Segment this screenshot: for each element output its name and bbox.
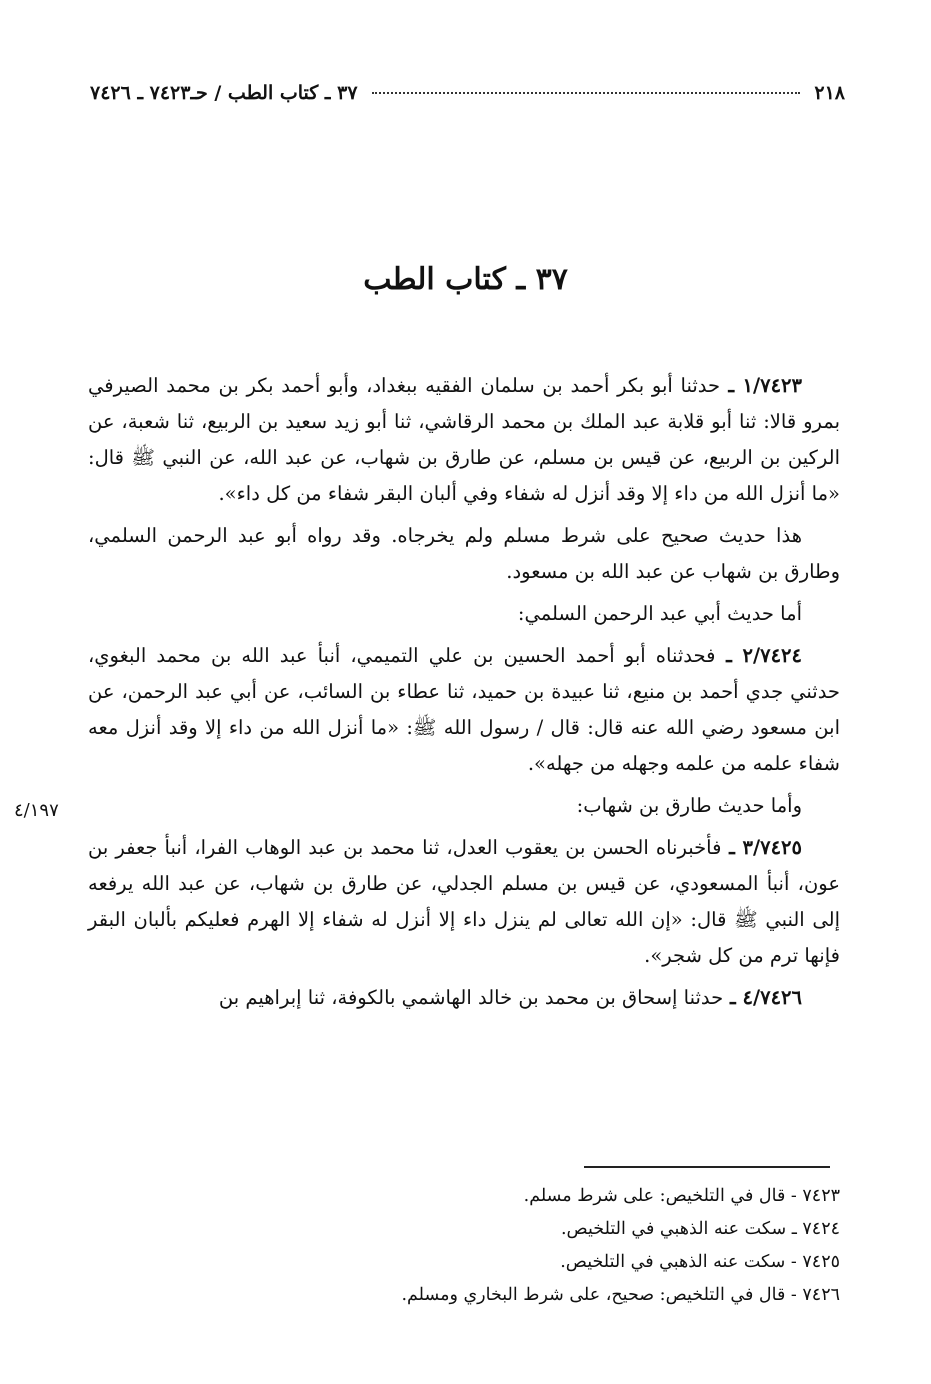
commentary-paragraph — [88, 518, 840, 590]
page-number: ٢١٨ — [814, 82, 845, 104]
section-intro — [88, 596, 840, 632]
margin-reference: ٤/١٩٧ — [14, 800, 59, 821]
header-dotted-leader — [372, 92, 801, 94]
footnote: ٧٤٢٦ - قال في التلخيص: صحيح، على شرط البخاري ومسلم. — [401, 1285, 840, 1305]
hadith-paragraph — [88, 830, 840, 974]
footnote-separator — [584, 1166, 830, 1168]
paragraph-text: وأما حديث طارق بن شهاب: — [576, 794, 802, 817]
paragraph-text: حدثنا إسحاق بن محمد بن خالد الهاشمي بالكوفة، ثنا إبراهيم بن — [218, 986, 724, 1009]
page-header — [90, 82, 845, 114]
footnote: ٧٤٢٤ ـ سكت عنه الذهبي في التلخيص. — [560, 1219, 840, 1239]
hadith-number: ١/٧٤٢٣ ـ — [720, 374, 802, 397]
hadith-paragraph — [88, 638, 840, 782]
paragraph-text: أما حديث أبي عبد الرحمن السلمي: — [517, 602, 802, 625]
hadith-paragraph — [88, 368, 840, 512]
footnote: ٧٤٢٥ - سكت عنه الذهبي في التلخيص. — [560, 1252, 840, 1272]
section-intro — [88, 788, 840, 824]
footnote: ٧٤٢٣ - قال في التلخيص: على شرط مسلم. — [523, 1186, 840, 1206]
footnotes — [200, 1180, 840, 1312]
hadith-number: ٤/٧٤٢٦ ـ — [723, 986, 802, 1009]
chapter-title: ٣٧ ـ كتاب الطب — [363, 262, 568, 297]
hadith-paragraph — [88, 980, 840, 1016]
running-title: ٣٧ ـ كتاب الطب / حـ٧٤٢٣ ـ ٧٤٢٦ — [90, 82, 358, 104]
paragraph-text: فأخبرناه الحسن بن يعقوب العدل، ثنا محمد بن عبد الوهاب الفرا، أنبأ جعفر بن عون، أنبأ المسعودي، عن قيس بن مسلم الجدلي، عن طارق بن شهاب، عن عبد الله يرفعه إلى النبي ﷺ قال: «إن الله تعالى لم ينزل داء إلا أنزل له شفاء إلا الهرم فعليكم بألبان البقر فإنها ترم من كل شجر». — [88, 836, 840, 967]
hadith-number: ٢/٧٤٢٤ ـ — [715, 644, 802, 667]
paragraph-text: حدثنا أبو بكر أحمد بن سلمان الفقيه ببغداد، وأبو أحمد بكر بن محمد الصيرفي بمرو قالا: ثنا أبو قلابة عبد الملك بن محمد الرقاشي، ثنا أبو زيد سعيد بن الربيع، ثنا شعبة، عن الركين بن الربيع، عن قيس بن مسلم، عن طارق بن شهاب، عن عبد الله، عن النبي ﷺ قال: «ما أنزل الله من داء إلا وقد أنزل له شفاء وفي ألبان البقر شفاء من كل داء». — [88, 374, 840, 505]
hadith-number: ٣/٧٤٢٥ ـ — [721, 836, 803, 859]
main-text — [88, 368, 840, 1022]
paragraph-text: فحدثناه أبو أحمد الحسين بن علي التميمي، أنبأ عبد الله بن محمد البغوي، حدثني جدي أحمد بن منيع، ثنا عبيدة بن حميد، ثنا عطاء بن السائب، عن أبي عبد الرحمن، عن ابن مسعود رضي الله عنه قال: قال / رسول الله ﷺ: «ما أنزل الله من داء إلا وقد أنزل معه شفاء علمه من علمه وجهله من جهله». — [88, 644, 840, 775]
paragraph-text: هذا حديث صحيح على شرط مسلم ولم يخرجاه. وقد رواه أبو عبد الرحمن السلمي، وطارق بن شهاب عن عبد الله بن مسعود. — [88, 524, 840, 583]
